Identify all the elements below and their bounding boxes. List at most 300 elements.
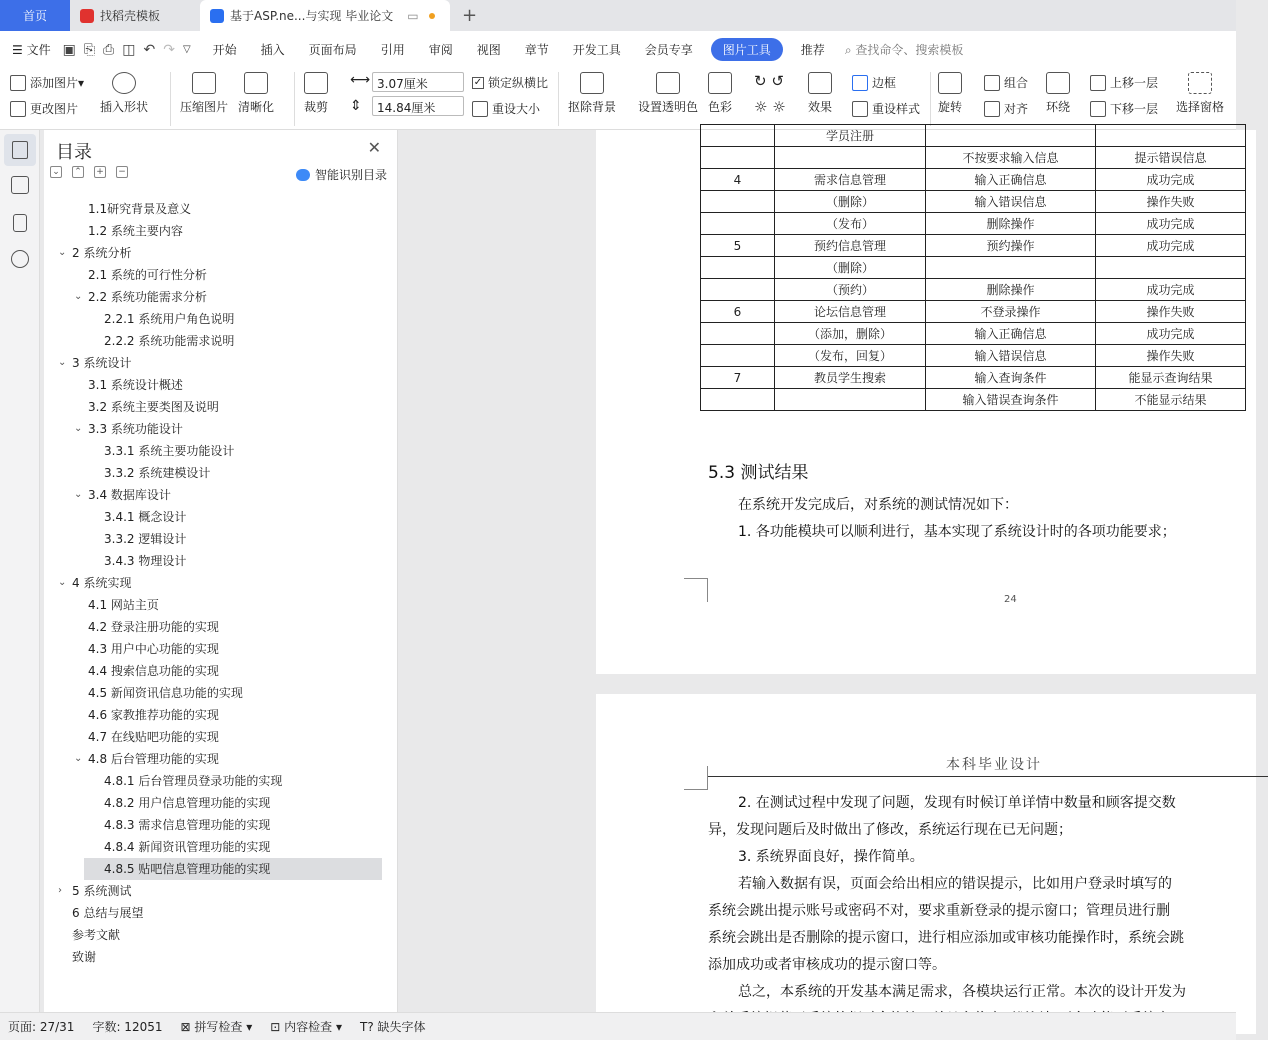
separator (294, 72, 295, 126)
border-label: 边框 (872, 76, 897, 90)
table-cell (775, 147, 926, 169)
toc-item-label: 4.8 后台管理功能的实现 (88, 752, 219, 766)
table-cell (701, 389, 775, 411)
toc-item-label: 5 系统测试 (72, 884, 132, 898)
menu-review[interactable]: 审阅 (428, 43, 453, 57)
toc-item-label: 1.1研究背景及意义 (88, 202, 192, 216)
toc-item-label: 4.8.5 贴吧信息管理功能的实现 (104, 862, 271, 876)
test-case-table (700, 124, 1246, 411)
table-cell: 7 (701, 367, 775, 389)
effect-icon (808, 72, 832, 94)
toc-item[interactable] (44, 726, 384, 748)
table-cell: 提示错误信息 (1096, 147, 1246, 169)
toc-item-label: 3.4.1 概念设计 (104, 510, 187, 524)
tab-template-store-label: 找稻壳模板 (100, 9, 161, 23)
toc-item-label: 4.4 搜索信息功能的实现 (88, 664, 219, 678)
table-cell: 输入正确信息 (926, 323, 1096, 345)
remove-background-icon (580, 72, 604, 94)
color-icon (708, 72, 732, 94)
group-icon (984, 75, 1000, 91)
toc-item-label: 4.8.1 后台管理员登录功能的实现 (104, 774, 283, 788)
toc-item[interactable] (84, 858, 382, 880)
side-icon-strip (0, 130, 40, 1012)
toc-item-label: 4.6 家教推荐功能的实现 (88, 708, 219, 722)
table-row (701, 367, 1246, 389)
send-backward-icon (1090, 101, 1106, 117)
chevron-down-icon[interactable]: ⌄ (58, 357, 67, 368)
toc-item-label: 3.4 数据库设计 (88, 488, 171, 502)
chevron-down-icon[interactable]: ⌄ (74, 753, 83, 764)
toc-item-label: 3.3.1 系统主要功能设计 (104, 444, 235, 458)
table-row (701, 213, 1246, 235)
toc-item[interactable] (44, 286, 384, 308)
reset-size-icon (472, 101, 488, 117)
picture-toolbar (0, 68, 1236, 130)
docer-icon (80, 9, 94, 23)
change-image-icon (10, 101, 26, 117)
separator (930, 72, 931, 126)
table-cell: （发布，回复） (775, 345, 926, 367)
toc-item[interactable] (44, 308, 384, 330)
toc-item[interactable] (44, 638, 384, 660)
table-cell (701, 191, 775, 213)
chevron-right-icon[interactable]: › (58, 885, 62, 896)
reset-size-label: 重设大小 (492, 102, 541, 116)
remove-background-label: 抠除背景 (568, 100, 617, 114)
table-cell: 成功完成 (1096, 279, 1246, 301)
smart-toc-icon (296, 169, 310, 181)
table-row (701, 191, 1246, 213)
add-image-label: 添加图片 (30, 76, 79, 90)
toc-item-label: 3.3 系统功能设计 (88, 422, 183, 436)
toc-title: 目录 (56, 142, 92, 163)
smart-toc-label: 智能识别目录 (314, 168, 387, 182)
align-label: 对齐 (1004, 102, 1029, 116)
file-menu[interactable]: ☰ 文件 (12, 43, 51, 57)
compress-icon (192, 72, 216, 94)
command-search[interactable] (845, 41, 964, 58)
crop-button[interactable] (304, 72, 328, 115)
section-heading: 5.3 测试结果 (708, 463, 809, 483)
redo-icon[interactable]: ↷ (163, 41, 175, 58)
toc-item[interactable] (44, 374, 384, 396)
tab-bar (0, 0, 1236, 31)
toc-item-label: 3.3.2 逻辑设计 (104, 532, 187, 546)
table-row (701, 125, 1246, 147)
toc-item[interactable] (44, 924, 384, 946)
toc-item-label: 2.2 系统功能需求分析 (88, 290, 207, 304)
wrap-button[interactable] (1046, 72, 1070, 115)
content-check-label: 内容检查 (284, 1020, 333, 1034)
paragraph-line: 若输入数据有误，页面会给出相应的错误提示，比如用户登录时填写的 (738, 876, 1172, 892)
toc-item-label: 4.1 网站主页 (88, 598, 159, 612)
search-panel-icon[interactable] (11, 250, 29, 268)
selection-pane-label: 选择窗格 (1176, 100, 1225, 114)
reset-style-icon (852, 101, 868, 117)
paragraph-line: 2. 在测试过程中发现了问题，发现有时候订单详情中数量和顾客提交数 (738, 795, 1176, 811)
change-image-button[interactable] (10, 100, 78, 117)
table-cell: 成功完成 (1096, 323, 1246, 345)
group-label: 组合 (1004, 76, 1029, 90)
toc-item[interactable] (44, 242, 384, 264)
height-input[interactable]: 14.84厘米 (372, 96, 464, 116)
table-cell: 学员注册 (775, 125, 926, 147)
header-rule (708, 776, 1268, 777)
add-heading-icon[interactable]: + (94, 166, 106, 178)
bring-forward-icon (1090, 75, 1106, 91)
bring-forward-label: 上移一层 (1110, 76, 1159, 90)
paragraph-line: 异，发现问题后及时做出了修改，系统运行现在已无问题； (708, 822, 1072, 838)
undo-icon[interactable]: ↶ (143, 41, 156, 58)
toc-item[interactable] (44, 528, 384, 550)
table-cell: （删除） (775, 191, 926, 213)
spell-check-label: 拼写检查 (194, 1020, 243, 1034)
insert-shape-label: 插入形状 (100, 100, 149, 114)
separator (170, 72, 171, 126)
chevron-down-icon[interactable]: ⌄ (58, 247, 67, 258)
reset-style-button[interactable] (852, 100, 920, 117)
table-cell: 需求信息管理 (775, 169, 926, 191)
toc-item-label: 1.2 系统主要内容 (88, 224, 183, 238)
margin-corner (684, 766, 708, 790)
paragraph-line: 系统会跳出是否删除的提示窗口，进行相应添加或审核功能操作时，系统会跳 (708, 930, 1184, 946)
insert-shape-button[interactable] (100, 72, 148, 115)
menu-insert[interactable]: 插入 (260, 43, 285, 57)
paragraph-line: 总之，本系统的开发基本满足需求，各模块运行正常。本次的设计开发为 (738, 984, 1186, 1000)
toc-item-label: 3.1 系统设计概述 (88, 378, 183, 392)
tab-document-label: 基于ASP.ne...与实现 毕业论文 (230, 9, 394, 23)
toc-item-label: 2.2.1 系统用户角色说明 (104, 312, 235, 326)
tab-home[interactable]: 首页 (0, 0, 70, 31)
reset-style-label: 重设样式 (872, 102, 921, 116)
table-row (701, 389, 1246, 411)
bookmark-icon[interactable] (13, 214, 27, 232)
toc-item[interactable] (44, 264, 384, 286)
tab-window-icon[interactable]: ▭ (407, 8, 419, 23)
missing-font-icon: T? (360, 1020, 374, 1034)
table-row (701, 235, 1246, 257)
shape-icon (112, 72, 136, 94)
border-icon (852, 75, 868, 91)
toc-item-label: 4.7 在线贴吧功能的实现 (88, 730, 219, 744)
table-cell (926, 125, 1096, 147)
toc-item[interactable] (44, 770, 384, 792)
table-cell: 输入查询条件 (926, 367, 1096, 389)
align-icon (984, 101, 1000, 117)
chevron-down-icon[interactable]: ⌄ (74, 291, 83, 302)
toc-item[interactable] (44, 704, 384, 726)
table-cell: 成功完成 (1096, 213, 1246, 235)
smart-toc-button[interactable] (296, 166, 387, 183)
paragraph: 在系统开发完成后，对系统的测试情况如下： (738, 497, 1018, 513)
toc-item[interactable] (44, 616, 384, 638)
table-cell: 不登录操作 (926, 301, 1096, 323)
menu-view[interactable]: 视图 (476, 43, 501, 57)
outline-panel-button[interactable] (4, 134, 36, 166)
table-cell (701, 345, 775, 367)
quick-access-toolbar (63, 42, 191, 58)
table-cell: 不按要求输入信息 (926, 147, 1096, 169)
bring-forward-button[interactable] (1090, 74, 1158, 91)
table-cell: 教员学生搜索 (775, 367, 926, 389)
toc-item-label: 2.2.2 系统功能需求说明 (104, 334, 235, 348)
sharpen-label: 清晰化 (238, 100, 275, 114)
table-cell: 预约操作 (926, 235, 1096, 257)
border-button[interactable] (852, 74, 896, 91)
toc-item[interactable] (44, 682, 384, 704)
toc-item[interactable] (44, 836, 384, 858)
chevron-down-icon[interactable]: ⌄ (74, 489, 83, 500)
toc-item-label: 2 系统分析 (72, 246, 132, 260)
checkbox-checked-icon: ✓ (473, 76, 483, 88)
page-25 (596, 694, 1256, 1034)
rotate-button[interactable] (938, 72, 962, 115)
word-count[interactable]: 字数: 12051 (92, 1020, 163, 1034)
toc-item-label: 4.8.4 新闻资讯管理功能的实现 (104, 840, 271, 854)
effect-label: 效果 (808, 100, 833, 114)
brightness-icons[interactable]: ☼ ☼ (754, 98, 786, 116)
table-cell (701, 257, 775, 279)
menu-start[interactable]: 开始 (212, 43, 237, 57)
toc-item-label: 4.8.3 需求信息管理功能的实现 (104, 818, 271, 832)
toc-item[interactable] (44, 396, 384, 418)
rotate-icons[interactable]: ↻ ↺ (754, 72, 784, 90)
toc-item[interactable] (44, 748, 384, 770)
table-cell: （添加，删除） (775, 323, 926, 345)
toc-item[interactable] (44, 220, 384, 242)
reset-size-button[interactable] (472, 100, 540, 117)
save-icon[interactable]: ▣ (62, 41, 76, 58)
toc-item-label: 3.3.2 系统建模设计 (104, 466, 211, 480)
expand-all-icon[interactable]: ⌃ (72, 166, 84, 178)
send-backward-button[interactable] (1090, 100, 1158, 117)
table-cell: 操作失败 (1096, 301, 1246, 323)
table-cell: 论坛信息管理 (775, 301, 926, 323)
page-indicator[interactable]: 页面: 27/31 (8, 1020, 75, 1034)
page-number: 24 (1004, 594, 1017, 605)
rotate-label: 旋转 (938, 100, 963, 114)
crop-label: 裁剪 (304, 100, 329, 114)
remove-heading-icon[interactable]: − (116, 166, 128, 178)
status-bar (0, 1012, 1236, 1040)
menu-developer[interactable]: 开发工具 (572, 43, 621, 57)
toc-item[interactable] (44, 484, 384, 506)
paragraph-line: 系统会跳出提示账号或密码不对，要求重新登录的提示窗口；管理员进行删 (708, 903, 1170, 919)
toc-item[interactable] (44, 902, 384, 924)
toc-panel (44, 130, 398, 1012)
paragraph-line: 添加成功或者审核成功的提示窗口等。 (708, 957, 946, 973)
toc-item[interactable] (44, 792, 384, 814)
table-cell: 输入错误信息 (926, 191, 1096, 213)
add-image-button[interactable]: 添加图片 ▾ (10, 74, 84, 91)
navigation-icon[interactable] (11, 176, 29, 194)
chevron-down-icon[interactable]: ⌄ (58, 577, 67, 588)
toc-item-label: 3.2 系统主要类图及说明 (88, 400, 219, 414)
menu-picture-tools[interactable]: 图片工具 (711, 38, 783, 61)
toc-item-label: 4.8.2 用户信息管理功能的实现 (104, 796, 271, 810)
unsaved-dot-icon (429, 13, 435, 19)
table-cell: 输入正确信息 (926, 169, 1096, 191)
table-cell: 操作失败 (1096, 345, 1246, 367)
table-cell: （发布） (775, 213, 926, 235)
table-row (701, 301, 1246, 323)
wrap-label: 环绕 (1046, 100, 1071, 114)
sharpen-icon (244, 72, 268, 94)
toc-item[interactable] (44, 550, 384, 572)
effect-button[interactable] (808, 72, 832, 115)
menu-reference[interactable]: 引用 (380, 43, 405, 57)
toc-item[interactable] (44, 506, 384, 528)
toc-item[interactable] (44, 660, 384, 682)
toc-item-label: 3 系统设计 (72, 356, 132, 370)
toc-item-label: 6 总结与展望 (72, 906, 144, 920)
wrap-icon (1046, 72, 1070, 94)
table-cell (926, 257, 1096, 279)
toc-item[interactable] (44, 352, 384, 374)
table-cell: 操作失败 (1096, 191, 1246, 213)
transparent-icon (656, 72, 680, 94)
collapse-all-icon[interactable]: ⌄ (50, 166, 62, 178)
table-row (701, 323, 1246, 345)
paragraph: 1. 各功能模块可以顺利进行，基本实现了系统设计时的各项功能要求； (738, 524, 1176, 540)
toc-controls (50, 166, 128, 178)
tab-document[interactable] (200, 0, 450, 31)
toc-item[interactable] (44, 946, 384, 968)
toc-list (44, 198, 384, 968)
outline-icon (12, 141, 28, 159)
change-image-label: 更改图片 (30, 102, 79, 116)
toc-item-label: 参考文献 (72, 928, 121, 942)
table-row (701, 169, 1246, 191)
running-header: 本科毕业设计 (946, 757, 1042, 773)
toc-item[interactable] (44, 330, 384, 352)
table-cell: 不能显示结果 (1096, 389, 1246, 411)
table-cell (701, 323, 775, 345)
send-backward-label: 下移一层 (1110, 102, 1159, 116)
spell-check-button[interactable]: ⊠ 拼写检查 ▾ (180, 1020, 253, 1034)
missing-font-label: 缺失字体 (377, 1020, 426, 1034)
table-cell (1096, 125, 1246, 147)
compress-image-button[interactable] (180, 72, 228, 115)
table-cell (701, 213, 775, 235)
set-transparent-label: 设置透明色 (638, 100, 699, 114)
tab-template-store[interactable] (70, 0, 200, 31)
toc-item[interactable] (44, 418, 384, 440)
table-cell: 4 (701, 169, 775, 191)
toc-item[interactable] (44, 440, 384, 462)
height-icon: ⇕ (350, 98, 362, 114)
table-cell: 6 (701, 301, 775, 323)
selection-pane-button[interactable] (1176, 72, 1224, 115)
toc-item-label: 2.1 系统的可行性分析 (88, 268, 207, 282)
menu-bar (0, 31, 1236, 68)
lock-ratio-checkbox[interactable] (472, 74, 548, 91)
width-icon: ⟷ (350, 72, 371, 88)
file-menu-label: 文件 (26, 43, 51, 57)
toc-item[interactable] (44, 880, 384, 902)
menu-section[interactable]: 章节 (524, 43, 549, 57)
toc-item[interactable] (44, 814, 384, 836)
document-canvas (398, 130, 1236, 1012)
remove-background-button[interactable] (568, 72, 616, 115)
toc-item-label: 4.2 登录注册功能的实现 (88, 620, 219, 634)
content-check-button[interactable]: ⊡ 内容检查 ▾ (270, 1020, 342, 1034)
align-button[interactable] (984, 100, 1028, 117)
spell-check-icon: ⊠ (180, 1020, 191, 1034)
menu-layout[interactable]: 页面布局 (308, 43, 357, 57)
menu-member[interactable]: 会员专享 (644, 43, 693, 57)
lock-ratio-label: 锁定纵横比 (488, 76, 549, 90)
color-label: 色彩 (708, 100, 733, 114)
add-image-icon (10, 75, 26, 91)
table-cell: （删除） (775, 257, 926, 279)
separator (558, 72, 559, 126)
toc-item[interactable] (44, 462, 384, 484)
sharpen-button[interactable] (238, 72, 274, 115)
toc-item-label: 4 系统实现 (72, 576, 132, 590)
table-cell: 删除操作 (926, 213, 1096, 235)
margin-corner (684, 578, 708, 602)
width-input[interactable]: 3.07厘米 (372, 72, 464, 92)
content-check-icon: ⊡ (270, 1020, 281, 1034)
table-row (701, 279, 1246, 301)
table-cell (775, 389, 926, 411)
toc-item-label: 4.5 新闻资讯信息功能的实现 (88, 686, 243, 700)
print-preview-icon[interactable]: ◫ (122, 41, 136, 58)
search-icon: ⌕ (844, 43, 852, 57)
toc-item[interactable] (44, 198, 384, 220)
table-cell: 预约信息管理 (775, 235, 926, 257)
table-cell (701, 279, 775, 301)
table-cell (701, 125, 775, 147)
color-button[interactable] (708, 72, 732, 115)
print-icon[interactable]: ⎙ (103, 41, 115, 58)
toc-item-label: 4.3 用户中心功能的实现 (88, 642, 219, 656)
more-icon[interactable]: ▽ (182, 44, 191, 55)
toc-item[interactable] (44, 572, 384, 594)
set-transparent-button[interactable] (638, 72, 698, 115)
table-row (701, 147, 1246, 169)
table-row (701, 257, 1246, 279)
table-cell: 删除操作 (926, 279, 1096, 301)
toc-item-label: 3.4.3 物理设计 (104, 554, 187, 568)
menu-recommend[interactable]: 推荐 (800, 43, 825, 57)
rotate-icon (938, 72, 962, 94)
table-cell (1096, 257, 1246, 279)
crop-icon (304, 72, 328, 94)
toc-item[interactable] (44, 594, 384, 616)
chevron-down-icon[interactable]: ⌄ (74, 423, 83, 434)
table-cell: 输入错误查询条件 (926, 389, 1096, 411)
table-cell (701, 147, 775, 169)
table-cell: 能显示查询结果 (1096, 367, 1246, 389)
table-cell: （预约） (775, 279, 926, 301)
page-24 (596, 130, 1256, 674)
table-cell: 成功完成 (1096, 235, 1246, 257)
table-row (701, 345, 1246, 367)
missing-font-button[interactable] (360, 1018, 426, 1035)
paragraph-line: 3. 系统界面良好，操作简单。 (738, 849, 924, 865)
new-tab-button[interactable]: + (462, 5, 478, 26)
group-button[interactable] (984, 74, 1028, 91)
toc-item-label: 致谢 (72, 950, 97, 964)
export-pdf-icon[interactable]: ⎘ (83, 41, 96, 58)
close-icon[interactable]: ✕ (367, 138, 381, 157)
table-cell: 5 (701, 235, 775, 257)
table-cell: 输入错误信息 (926, 345, 1096, 367)
writer-icon (210, 9, 224, 23)
selection-pane-icon (1188, 72, 1212, 94)
